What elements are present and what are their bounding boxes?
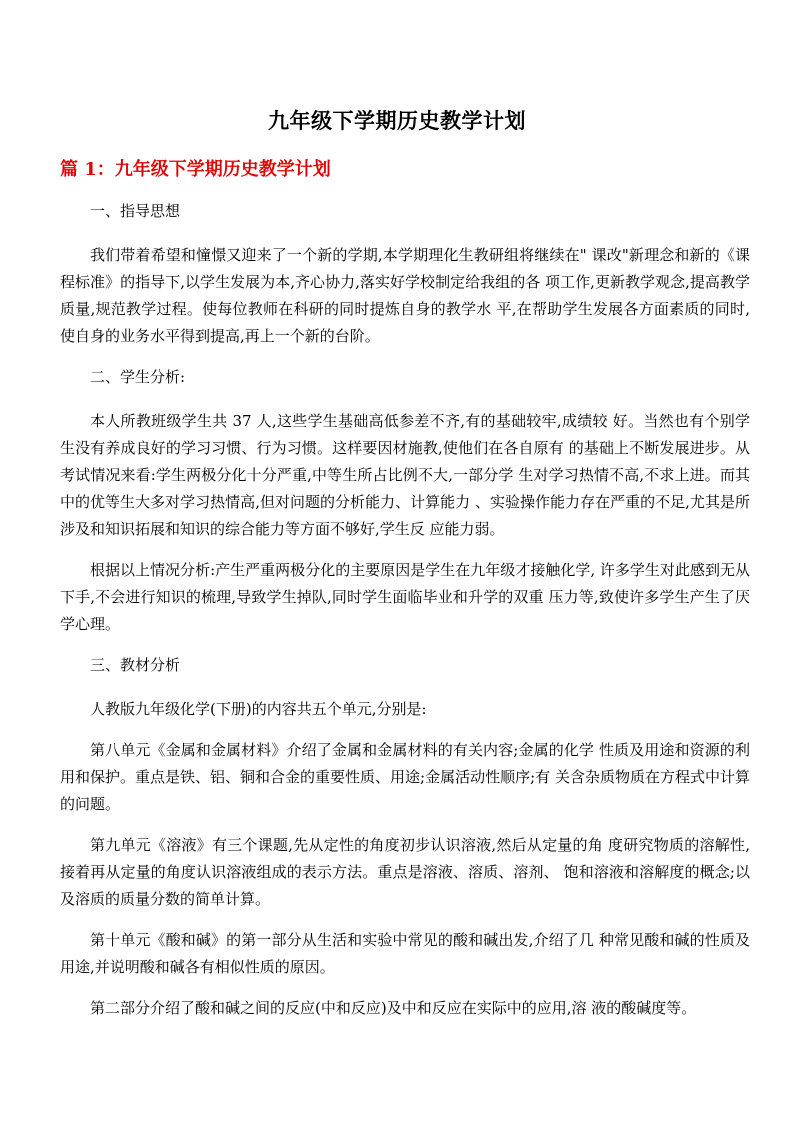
paragraph: 人教版九年级化学(下册)的内容共五个单元,分别是: <box>90 700 427 718</box>
paragraph: 第十单元《酸和碱》的第一部分从生活和实验中常见的酸和碱出发,介绍了几 种常见酸和碱的性质及用途,并说明酸和碱各有相似性质的原因。 <box>60 931 750 976</box>
document-body <box>60 198 750 1036</box>
subheading-textbook-analysis: 三、教材分析 <box>90 656 181 674</box>
paragraph: 第九单元《溶液》有三个课题,先从定性的角度初步认识溶液,然后从定量的角 度研究物质的溶解性,接着再从定量的角度认识溶液组成的表示方法。重点是溶液、溶质、溶剂、 饱和溶液和溶解度的概念;以及溶质的质量分数的简单计算。 <box>60 836 750 908</box>
paragraph: 第八单元《金属和金属材料》介绍了金属和金属材料的有关内容;金属的化学 性质及用途和资源的利用和保护。重点是铁、铝、铜和合金的重要性质、用途;金属活动性顺序;有 关含杂质物质在方程式中计算的问题。 <box>60 741 750 813</box>
paragraph: 本人所教班级学生共 37 人,这些学生基础高低参差不齐,有的基础较牢,成绩较 好。当然也有个别学生没有养成良好的学习习惯、行为习惯。这样要因材施教,使他们在各自原有 的基础上不断发展进步。从考试情况来看:学生两极分化十分严重,中等生所占比例不大,一部分学 生对学习热情不高,不求上进。而其中的优等生大多对学习热情高,但对问题的分析能力、计算能力 、实验操作能力存在严重的不足,尤其是所涉及和知识拓展和知识的综合能力等方面不够好,学生反 应能力弱。 <box>60 412 750 538</box>
subheading-student-analysis: 二、学生分析: <box>90 368 186 386</box>
document-title: 九年级下学期历史教学计划 <box>268 108 526 133</box>
paragraph: 我们带着希望和憧憬又迎来了一个新的学期,本学期理化生教研组将继续在" 课改"新理念和新的《课程标准》的指导下,以学生发展为本,齐心协力,落实好学校制定给我组的各 项工作,更新教学观念,提高教学质量,规范教学过程。使每位教师在科研的同时提炼自身的教学水 平,在帮助学生发展各方面素质的同时,使自身的业务水平得到提高,再上一个新的台阶。 <box>60 246 750 345</box>
paragraph: 根据以上情况分析:产生严重两极分化的主要原因是学生在九年级才接触化学, 许多学生对此感到无从下手,不会进行知识的梳理,导致学生掉队,同时学生面临毕业和升学的双重 压力等,致使许多学生产生了厌学心理。 <box>60 561 750 633</box>
paragraph: 第二部分介绍了酸和碱之间的反应(中和反应)及中和反应在实际中的应用,溶 液的酸碱度等。 <box>90 999 697 1017</box>
section-heading: 篇 1：九年级下学期历史教学计划 <box>60 159 331 180</box>
subheading-guiding-ideology: 一、指导思想 <box>90 202 181 220</box>
